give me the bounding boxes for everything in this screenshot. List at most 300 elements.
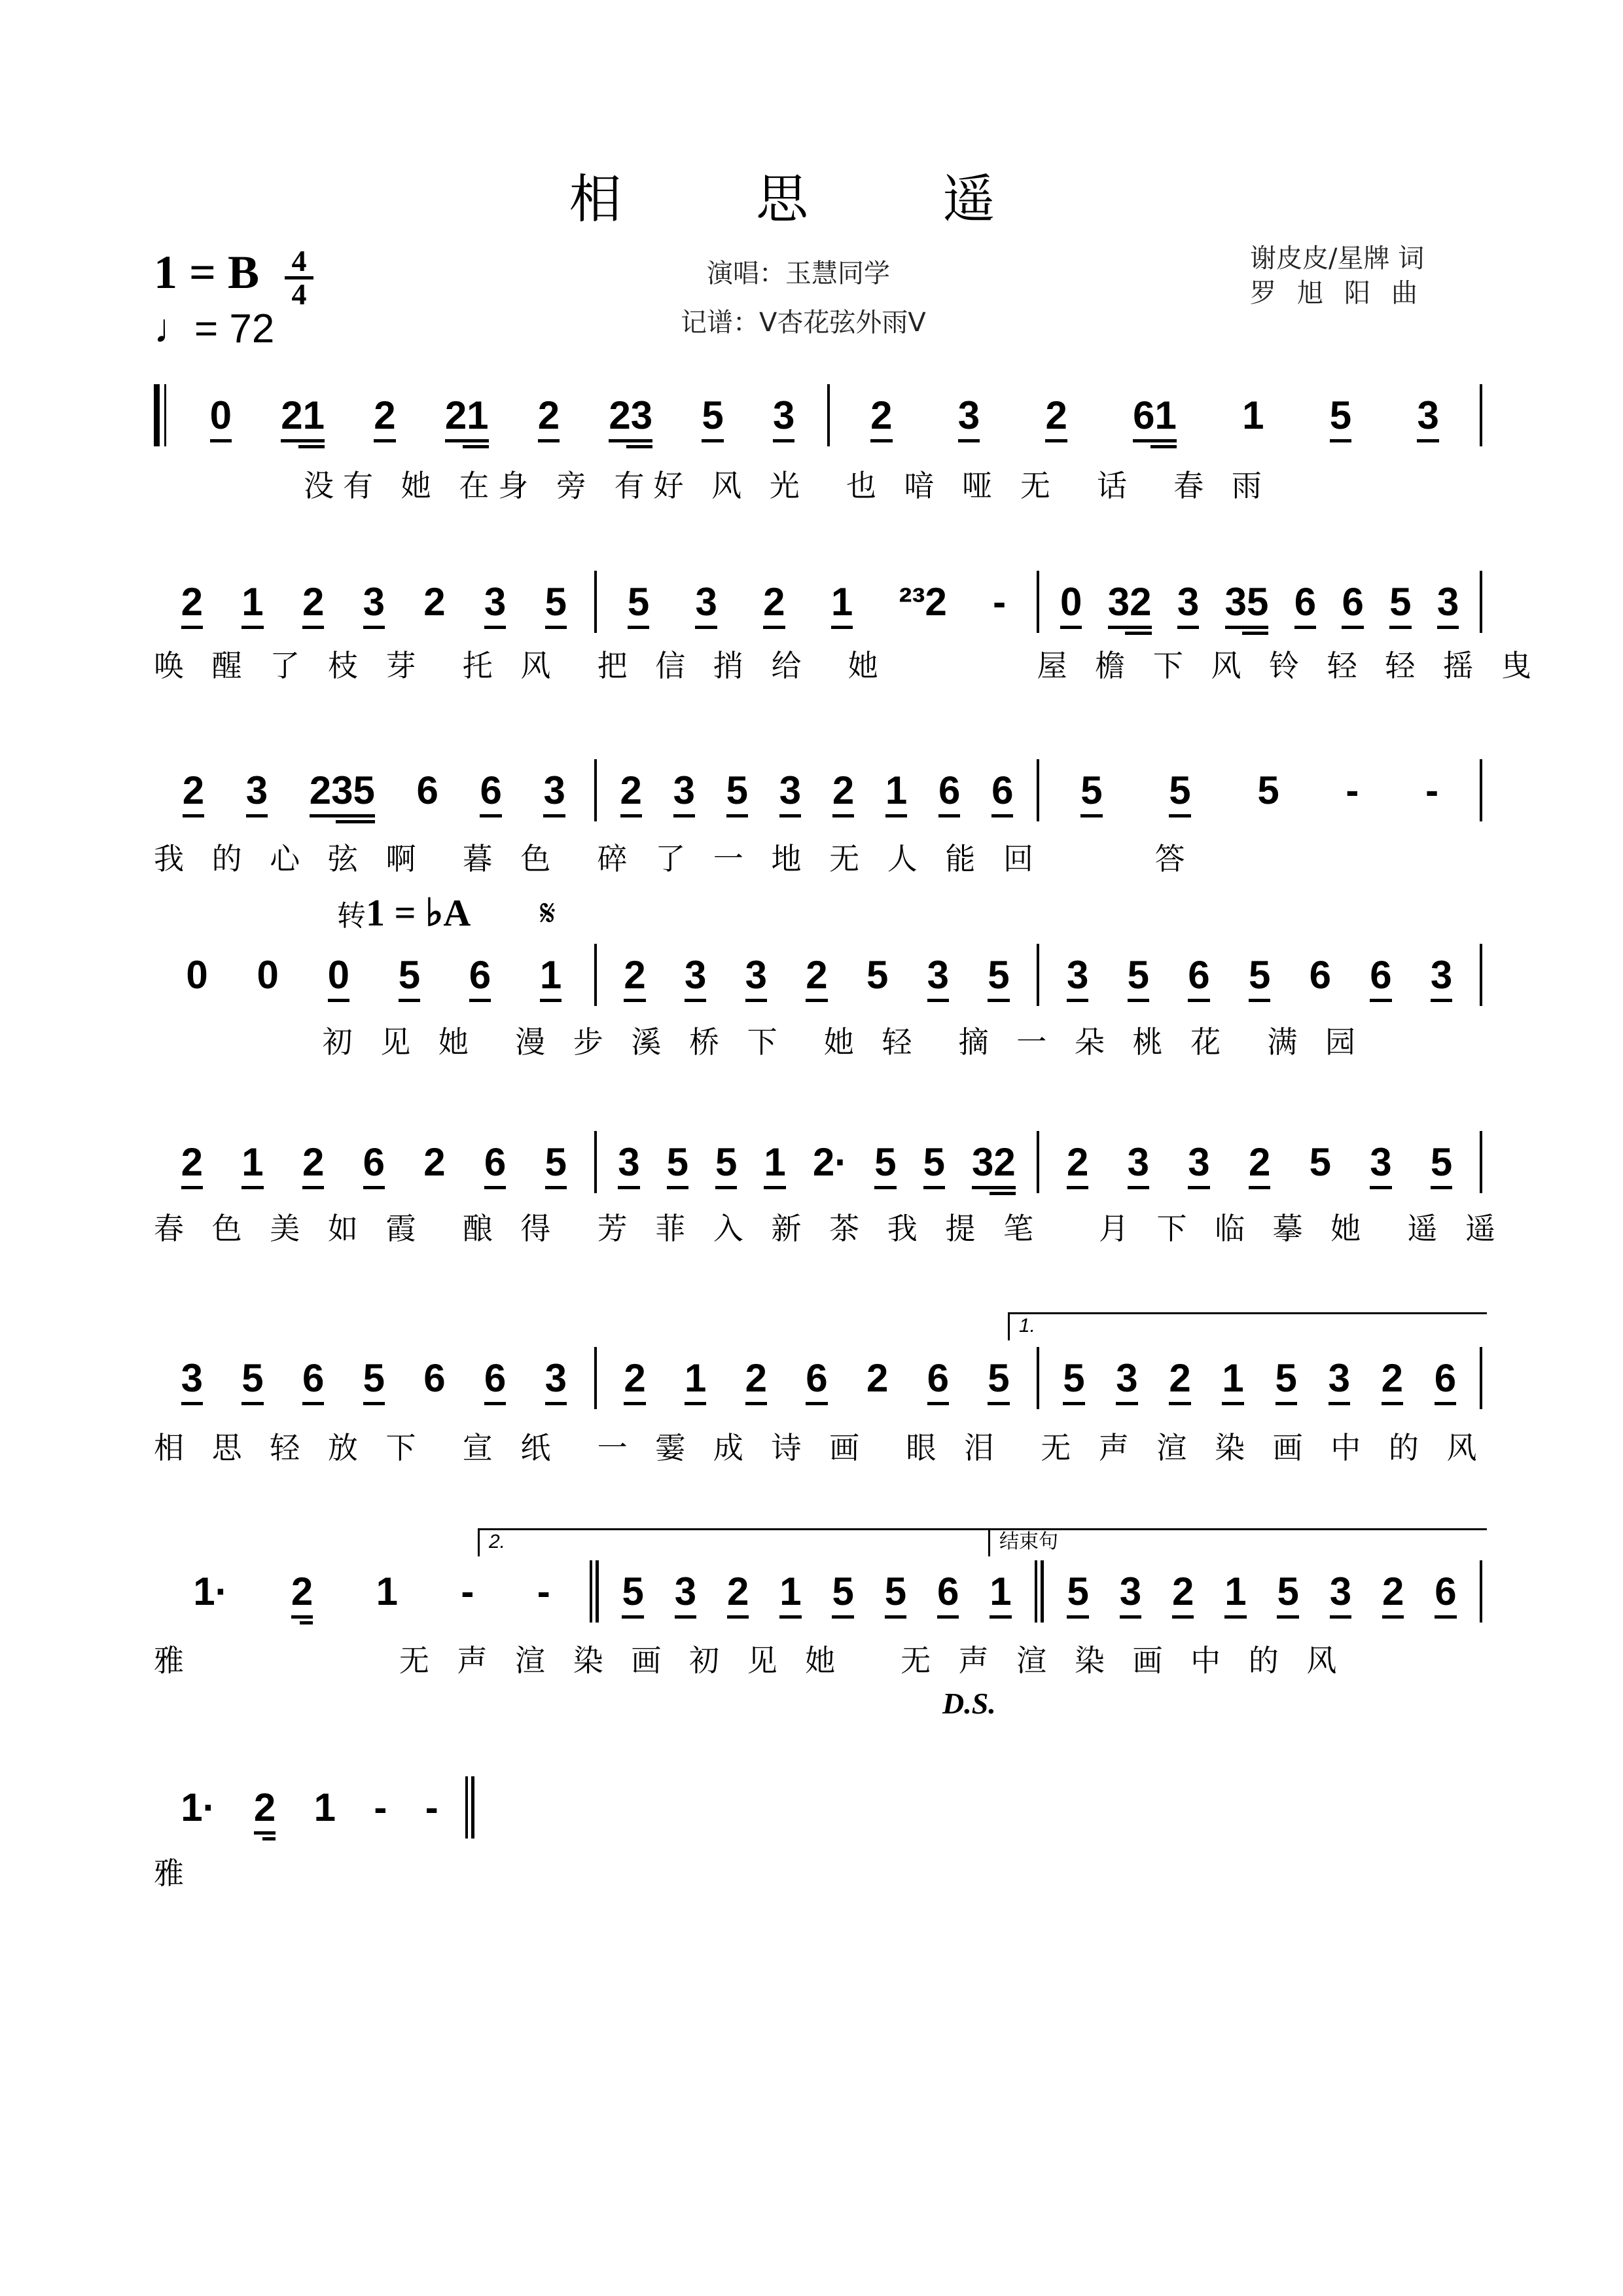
note-digits: 3 — [1177, 580, 1200, 624]
note — [461, 1572, 474, 1611]
note-digits: 5 — [1430, 1140, 1453, 1184]
underline — [832, 814, 854, 817]
lyrics-line: 没有 她 在身 旁 有好 风 光 也 喑 哑 无 话 春 雨 — [154, 468, 1271, 503]
note — [779, 1572, 801, 1619]
note-digits: 5 — [988, 953, 1010, 997]
underline — [1275, 1402, 1297, 1405]
note-digits: 2 — [832, 768, 855, 812]
note-digits: 61 — [1133, 393, 1177, 437]
note-digits: 1 — [241, 580, 264, 624]
note-digits: 3 — [363, 580, 385, 624]
note — [469, 953, 491, 1002]
note — [1309, 1140, 1331, 1184]
note-digits: - — [1425, 768, 1439, 812]
underline — [545, 626, 567, 629]
note — [806, 953, 828, 1002]
note — [993, 580, 1007, 624]
note-digits: 5 — [923, 1140, 945, 1184]
note — [1222, 1356, 1244, 1405]
note-digits: 5 — [874, 1140, 897, 1184]
measure — [154, 953, 594, 1002]
note-digits: 3 — [745, 953, 767, 997]
note — [1277, 1572, 1298, 1619]
underline — [241, 1402, 263, 1405]
note — [253, 1785, 276, 1840]
underline — [1370, 999, 1391, 1002]
note — [1120, 1572, 1141, 1619]
note — [1224, 580, 1269, 635]
note-digits: 2 — [726, 1570, 749, 1613]
underline — [1128, 999, 1149, 1002]
note-digits: 3 — [674, 1570, 697, 1613]
note — [1330, 1572, 1351, 1619]
note — [624, 953, 646, 1002]
note — [484, 580, 507, 629]
note — [1370, 953, 1392, 1002]
staff-row — [154, 580, 1482, 635]
key-change-key: 1 = ♭A — [366, 891, 471, 934]
note-digits: 6 — [1188, 953, 1210, 997]
staff-row — [154, 1356, 1482, 1409]
note-digits: 2 — [1045, 393, 1067, 437]
barline — [1480, 1131, 1482, 1193]
underline — [991, 814, 1013, 817]
underline — [484, 1186, 506, 1189]
underline — [885, 1615, 906, 1619]
underline — [745, 999, 767, 1002]
note — [1370, 1140, 1392, 1189]
note — [1177, 580, 1200, 629]
double-barline — [1035, 1560, 1044, 1623]
note-digits: 3 — [1127, 1140, 1150, 1184]
note-digits: 6 — [469, 953, 491, 997]
note — [764, 1140, 786, 1189]
underline — [1067, 1186, 1088, 1189]
note — [181, 580, 204, 629]
note — [363, 1356, 385, 1405]
underline — [702, 439, 723, 442]
measure — [1039, 1356, 1480, 1405]
note-digits: 3 — [1328, 1356, 1350, 1400]
underline — [870, 439, 892, 442]
note — [1169, 1356, 1191, 1405]
volta-1 — [1008, 1312, 1487, 1340]
underline — [1188, 1186, 1209, 1189]
note — [684, 953, 707, 1002]
underline — [779, 814, 801, 817]
underline — [1294, 626, 1316, 629]
note-digits: 3 — [618, 1140, 640, 1184]
note — [1067, 1572, 1088, 1619]
note — [745, 953, 767, 1002]
note — [423, 580, 446, 624]
note — [1417, 393, 1439, 442]
underline — [1435, 1402, 1456, 1405]
underline — [328, 999, 349, 1002]
underline — [715, 1186, 737, 1189]
measure — [599, 1572, 1035, 1619]
underline — [1225, 626, 1269, 629]
note-digits: 1 — [539, 953, 562, 997]
note-digits: 0 — [1060, 580, 1082, 624]
underline — [291, 1615, 313, 1619]
note-digits: 2 — [1066, 1140, 1089, 1184]
note-digits: 2 — [1171, 1570, 1194, 1613]
note — [1436, 580, 1459, 629]
underline — [210, 439, 232, 442]
barline — [1480, 944, 1482, 1006]
underline — [988, 1402, 1009, 1405]
note — [1425, 768, 1439, 812]
underline — [1431, 1186, 1452, 1189]
barline — [1480, 1560, 1482, 1623]
note-digits: - — [374, 1785, 387, 1829]
underline — [399, 999, 420, 1002]
note — [484, 1140, 507, 1189]
barline — [1480, 1347, 1482, 1409]
note-digits: 3 — [684, 953, 707, 997]
note-digits: 32 — [1107, 580, 1152, 624]
note — [182, 768, 205, 817]
note-digits: 2 — [537, 393, 560, 437]
note — [1063, 1356, 1085, 1405]
volta-2 — [478, 1528, 993, 1556]
note — [539, 953, 562, 1002]
underline — [806, 999, 827, 1002]
segno-sign: 𝄋 — [540, 892, 556, 933]
note-digits: 5 — [1063, 1356, 1085, 1400]
note-digits: 5 — [363, 1356, 385, 1400]
note — [537, 393, 560, 442]
note — [1430, 953, 1453, 1002]
note-digits: 3 — [779, 768, 802, 812]
key-change-prefix: 转 — [337, 899, 366, 933]
underline — [540, 999, 562, 1002]
note — [544, 1356, 567, 1405]
note — [281, 393, 325, 448]
lyricist-credit: 谢皮皮/星牌 词 — [1250, 243, 1425, 274]
note — [666, 1140, 688, 1189]
note — [363, 580, 385, 629]
staff-row — [154, 768, 1482, 823]
note-digits: 21 — [281, 393, 325, 437]
note-digits: 35 — [1224, 580, 1269, 624]
measure — [1039, 1140, 1480, 1189]
note — [927, 953, 949, 1002]
underline — [445, 439, 489, 442]
underline — [832, 1615, 853, 1619]
note — [1309, 953, 1331, 997]
underline — [310, 814, 375, 817]
note — [1328, 1356, 1350, 1405]
underline — [545, 1402, 567, 1405]
underline — [181, 1186, 203, 1189]
underline — [484, 626, 506, 629]
note-digits: 5 — [832, 1570, 854, 1613]
note-digits: 2 — [763, 580, 785, 624]
underline — [1063, 1402, 1084, 1405]
note — [1342, 580, 1364, 629]
note — [870, 393, 893, 442]
time-signature — [285, 244, 313, 311]
underline — [726, 814, 748, 817]
measure — [597, 953, 1037, 1002]
measure — [177, 393, 827, 448]
note — [609, 393, 653, 448]
note — [988, 1356, 1010, 1405]
underline — [480, 814, 501, 817]
note — [444, 393, 489, 448]
note-digits: - — [993, 580, 1007, 624]
underline — [622, 1615, 643, 1619]
note-digits: 5 — [1248, 953, 1271, 997]
note — [363, 1140, 385, 1189]
note — [537, 1572, 550, 1611]
underline — [302, 1186, 324, 1189]
measure — [154, 580, 594, 629]
underline — [745, 1402, 767, 1405]
note-digits: 3 — [1066, 953, 1089, 997]
note-digits: 2 — [291, 1570, 313, 1613]
barline — [1480, 571, 1482, 633]
underline — [609, 439, 652, 442]
note — [313, 1785, 336, 1829]
underline — [1045, 439, 1067, 442]
note — [1430, 1140, 1453, 1189]
note — [866, 953, 889, 997]
underline — [1067, 1615, 1088, 1619]
note-digits: 0 — [327, 953, 349, 997]
note — [241, 580, 264, 629]
note — [1188, 1140, 1210, 1189]
note-digits: 3 — [927, 953, 949, 997]
underline — [1417, 439, 1438, 442]
note — [1188, 953, 1210, 1002]
underline — [1133, 439, 1177, 442]
note — [544, 1140, 567, 1189]
singer-credit: 演唱：玉慧同学 — [707, 259, 890, 289]
measure — [154, 1356, 594, 1405]
underline — [1067, 999, 1088, 1002]
underline — [673, 814, 695, 817]
lyrics-line: 相 思 轻 放 下 宣 纸 一 霎 成 诗 画 眼 泪 无 声 渲 染 画 中 的 风 — [154, 1430, 1486, 1465]
measure — [597, 580, 1037, 629]
note — [726, 768, 749, 817]
song-title: 相 思 遥 — [569, 169, 1054, 230]
note-digits: 5 — [715, 1140, 738, 1184]
volta-1-label: 1. — [1019, 1315, 1036, 1336]
measure — [830, 393, 1480, 448]
underline — [374, 439, 395, 442]
note-digits: 5 — [1329, 393, 1352, 437]
ending-bracket — [988, 1528, 1487, 1556]
note-digits: 2 — [1382, 1570, 1404, 1613]
note-digits: 0 — [209, 393, 232, 437]
note — [1107, 580, 1152, 635]
underline — [1437, 626, 1459, 629]
note — [1172, 1572, 1194, 1619]
note — [1080, 768, 1103, 817]
note — [241, 1356, 264, 1405]
note — [675, 1572, 696, 1619]
note — [832, 768, 855, 817]
underline — [958, 439, 980, 442]
lyrics-line: 初 见 她 漫 步 溪 桥 下 她 轻 摘 一 朵 桃 花 满 园 — [154, 1024, 1365, 1060]
note — [302, 1140, 325, 1189]
double-underline — [336, 820, 375, 823]
note — [684, 1356, 707, 1405]
lyrics-line: 我 的 心 弦 啊 暮 色 碎 了 一 地 无 人 能 回 答 — [154, 841, 1194, 876]
note-digits: 5 — [544, 580, 567, 624]
note — [1389, 580, 1412, 629]
underline — [779, 1615, 801, 1619]
underline — [363, 1402, 385, 1405]
underline — [675, 1615, 696, 1619]
note-digits: 1· — [181, 1785, 216, 1829]
note — [927, 1356, 949, 1405]
underline — [1116, 1402, 1137, 1405]
note-digits: 23 — [609, 393, 653, 437]
note-digits: 3 — [1417, 393, 1439, 437]
underline — [727, 1615, 749, 1619]
note — [1257, 768, 1279, 812]
note — [181, 1785, 216, 1829]
underline — [1382, 1402, 1403, 1405]
note-digits: 2 — [870, 393, 893, 437]
note-digits: 2 — [1248, 1140, 1271, 1184]
note — [1116, 1356, 1138, 1405]
note-digits: 5 — [1277, 1570, 1299, 1613]
note-digits: 3 — [1329, 1570, 1352, 1613]
underline — [988, 999, 1009, 1002]
note-digits: 0 — [257, 953, 279, 997]
measure — [154, 768, 594, 823]
note — [885, 768, 908, 817]
note — [1169, 768, 1191, 817]
note-digits: 5 — [1127, 953, 1150, 997]
underline — [990, 1615, 1011, 1619]
double-underline — [1242, 632, 1268, 635]
underline — [764, 1186, 785, 1189]
staff-row — [154, 1785, 474, 1840]
underline — [254, 1831, 276, 1835]
note-digits: 3 — [1430, 953, 1453, 997]
note-digits: 3 — [181, 1356, 204, 1400]
measure — [1044, 1572, 1480, 1619]
note-digits: 32 — [972, 1140, 1016, 1184]
note-digits: 6 — [1309, 953, 1331, 997]
note — [1066, 1140, 1089, 1189]
lyrics-line: 春 色 美 如 霞 酿 得 芳 菲 入 新 茶 我 提 笔 月 下 临 摹 她 遥 遥 — [154, 1211, 1505, 1246]
underline — [923, 1186, 945, 1189]
underline — [831, 626, 853, 629]
staff-row — [154, 1572, 1482, 1624]
note — [241, 1140, 264, 1189]
underline — [246, 814, 268, 817]
note-digits: 6 — [423, 1356, 446, 1400]
note-digits: 2 — [423, 1140, 446, 1184]
measure — [597, 1140, 1037, 1195]
underline — [1172, 1615, 1194, 1619]
underline — [302, 1402, 324, 1405]
note-digits: 5 — [622, 1570, 644, 1613]
note-digits: 3 — [1436, 580, 1459, 624]
underline — [543, 814, 565, 817]
note — [245, 768, 268, 817]
underline — [363, 1186, 385, 1189]
underline — [773, 439, 794, 442]
note-digits: 5 — [866, 953, 889, 997]
note — [543, 768, 565, 817]
underline — [1177, 626, 1199, 629]
note — [1045, 393, 1067, 442]
underline — [183, 814, 204, 817]
note-digits: 5 — [241, 1356, 264, 1400]
note — [309, 768, 375, 823]
note-digits: 6 — [480, 768, 502, 812]
time-sig-top: 4 — [291, 244, 307, 278]
note — [624, 1356, 646, 1405]
note — [1242, 393, 1264, 437]
note-digits: 6 — [938, 768, 961, 812]
note-digits: 3 — [1188, 1140, 1210, 1184]
underline — [1128, 1186, 1149, 1189]
note-digits: 5 — [1257, 768, 1279, 812]
note-digits: 6 — [927, 1356, 949, 1400]
double-barline — [465, 1776, 474, 1839]
note — [622, 1572, 643, 1619]
lyrics-line: 雅 — [154, 1856, 193, 1891]
note-digits: 3 — [1119, 1570, 1142, 1613]
note — [990, 1572, 1011, 1619]
note-digits: 3 — [543, 768, 565, 812]
underline — [937, 1615, 959, 1619]
underline — [1222, 1402, 1243, 1405]
note — [874, 1140, 897, 1189]
time-sig-bottom: 4 — [291, 278, 307, 311]
composer-credit: 罗旭阳曲 — [1250, 278, 1438, 308]
note — [480, 768, 502, 817]
note-digits: 5 — [884, 1570, 907, 1613]
measure — [154, 1572, 590, 1624]
underline — [618, 1186, 639, 1189]
underline — [1249, 999, 1270, 1002]
note — [327, 953, 349, 1002]
note — [1346, 768, 1359, 812]
double-barline — [590, 1560, 599, 1623]
note-digits: 1 — [376, 1570, 399, 1613]
barline — [1480, 384, 1482, 446]
underline — [695, 626, 717, 629]
underline — [874, 1186, 896, 1189]
note — [1294, 580, 1317, 629]
note — [186, 953, 208, 997]
note-digits: 3 — [773, 393, 795, 437]
underline — [938, 814, 960, 817]
note — [302, 1356, 325, 1405]
underline — [281, 439, 325, 442]
note — [832, 1572, 853, 1619]
underline — [763, 626, 785, 629]
note — [715, 1140, 738, 1189]
note-digits: 5 — [1080, 768, 1103, 812]
underline — [1431, 999, 1452, 1002]
note — [866, 1356, 889, 1400]
underline — [1330, 439, 1351, 442]
measure — [1039, 580, 1480, 635]
note — [544, 580, 567, 629]
repeat-start-barline — [154, 384, 177, 446]
